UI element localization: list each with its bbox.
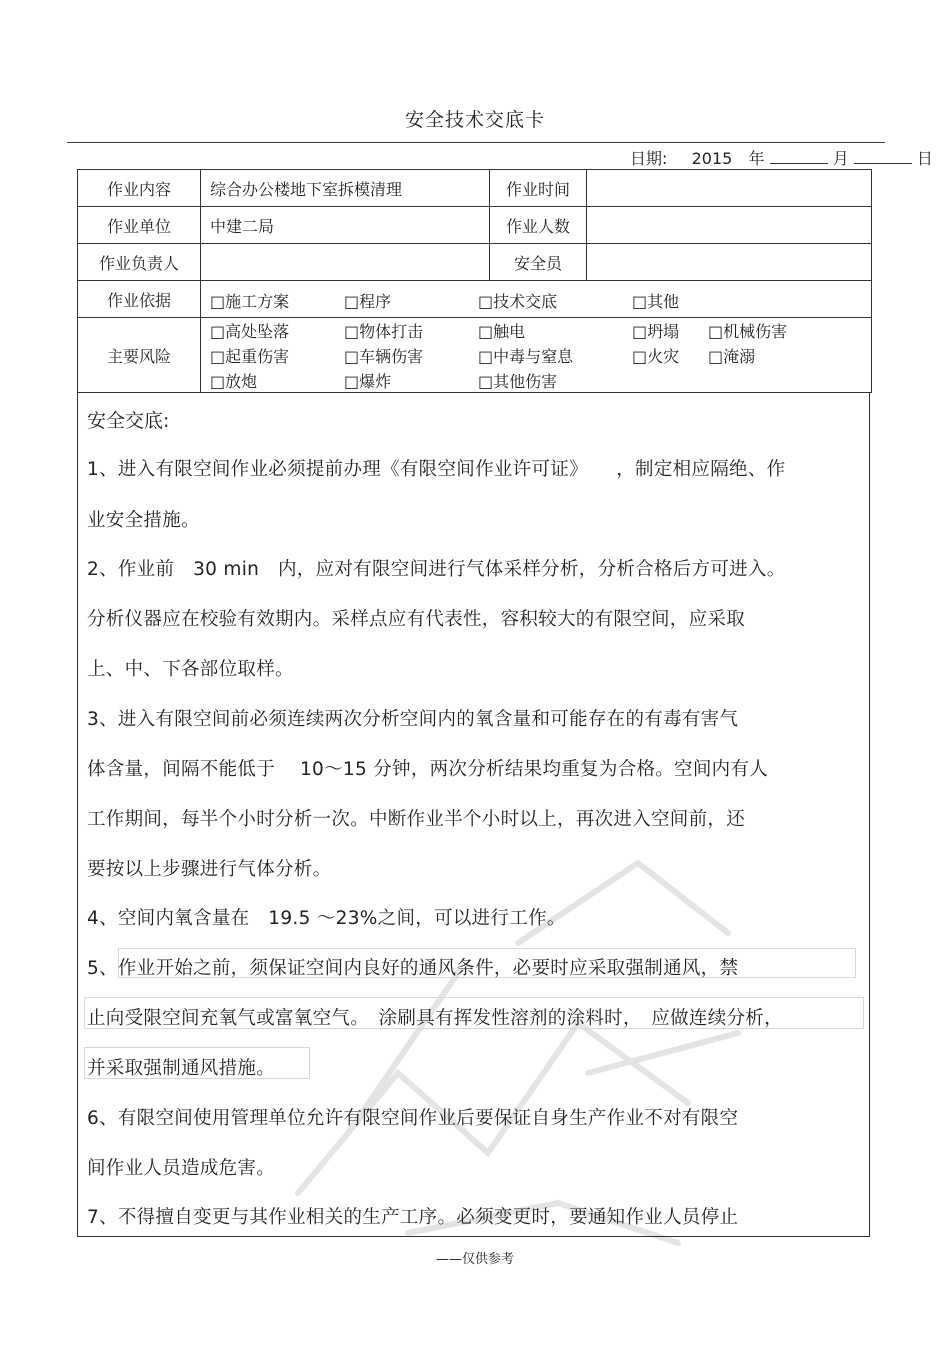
info-table [77,169,872,393]
date-line [630,146,933,169]
briefing-title: 安全交底: [87,410,170,432]
briefing-line: 5、作业开始之前，须保证空间内良好的通风条件，必要时应采取强制通风，禁 [87,958,739,979]
risk-options [201,318,872,393]
risk-option[interactable]: □爆炸 [344,372,392,391]
briefing-line: 7、不得擅自变更与其作业相关的生产工序。必须变更时，要通知作业人员停止 [87,1207,739,1228]
month-blank[interactable] [770,149,828,164]
work-content-value[interactable]: 综合办公楼地下室拆模清理 [201,170,490,207]
table-row [78,281,872,318]
risk-option[interactable]: □机械伤害 [708,322,788,341]
risk-option[interactable]: □火灾 [632,347,680,366]
work-unit-label: 作业单位 [78,207,201,244]
risk-option[interactable]: □坍塌 [632,322,680,341]
risk-option[interactable]: □中毒与窒息 [478,347,574,366]
work-unit-value[interactable]: 中建二局 [201,207,490,244]
date-year: 2015 [691,149,733,168]
basis-option[interactable]: □施工方案 [210,292,290,311]
risk-option[interactable]: □起重伤害 [210,347,290,366]
supervisor-value[interactable] [201,244,490,281]
safety-officer-label: 安全员 [490,244,587,281]
risks-label: 主要风险 [78,318,201,393]
basis-option[interactable]: □程序 [344,292,392,311]
briefing-line: 体含量，间隔不能低于 10～15 分钟，两次分析结果均重复为合格。空间内有人 [87,759,769,780]
date-month-unit: 月 [832,149,849,168]
briefing-line: 分析仪器应在校验有效期内。采样点应有代表性，容积较大的有限空间，应采取 [87,609,746,630]
briefing-line: 上、中、下各部位取样。 [87,659,294,680]
briefing-line: 工作期间，每半个小时分析一次。中断作业半个小时以上，再次进入空间前，还 [87,809,746,830]
footer-note: ——仅供参考 [435,1252,514,1267]
work-time-value[interactable] [587,170,872,207]
risk-option[interactable]: □物体打击 [344,322,424,341]
briefing-line: 2、作业前 30 min 内，应对有限空间进行气体采样分析，分析合格后方可进入。 [87,559,786,580]
briefing-line: 间作业人员造成危害。 [87,1158,276,1179]
briefing-line: 4、空间内氧含量在 19.5 ～23%之间，可以进行工作。 [87,908,566,929]
date-label: 日期: [630,149,668,168]
risk-option[interactable]: □其他伤害 [478,372,558,391]
table-row [78,170,872,207]
risk-option[interactable]: □高处坠落 [210,322,290,341]
briefing-line: 并采取强制通风措施。 [87,1058,276,1079]
work-time-label: 作业时间 [490,170,587,207]
risk-option[interactable]: □淹溺 [708,347,756,366]
title-rule [67,142,885,143]
risk-option[interactable]: □车辆伤害 [344,347,424,366]
briefing-line: 要按以上步骤进行气体分析。 [87,859,332,880]
date-year-unit: 年 [748,149,765,168]
basis-label: 作业依据 [78,281,201,318]
briefing-line: 业安全措施。 [87,510,200,531]
briefing-line: 止向受限空间充氧气或富氧空气。 涂刷具有挥发性溶剂的涂料时， 应做连续分析， [87,1008,783,1029]
document-title: 安全技术交底卡 [404,109,545,131]
briefing-line: 3、进入有限空间前必须连续两次分析空间内的氧含量和可能存在的有毒有害气 [87,709,739,730]
basis-option[interactable]: □其他 [632,292,680,311]
table-row [78,244,872,281]
risk-option[interactable]: □触电 [478,322,526,341]
briefing-section [77,393,870,1237]
day-blank[interactable] [854,149,912,164]
worker-count-label: 作业人数 [490,207,587,244]
work-content-label: 作业内容 [78,170,201,207]
safety-officer-value[interactable] [587,244,872,281]
worker-count-value[interactable] [587,207,872,244]
basis-option[interactable]: □技术交底 [478,292,558,311]
basis-options [201,281,872,318]
risk-option[interactable]: □放炮 [210,372,258,391]
table-row [78,207,872,244]
briefing-line: 6、有限空间使用管理单位允许有限空间作业后要保证自身生产作业不对有限空 [87,1108,739,1129]
date-day-unit: 日 [916,149,933,168]
supervisor-label: 作业负责人 [78,244,201,281]
table-row [78,318,872,393]
briefing-line: 1、进入有限空间作业必须提前办理《有限空间作业许可证》 ，制定相应隔绝、作 [87,459,786,480]
